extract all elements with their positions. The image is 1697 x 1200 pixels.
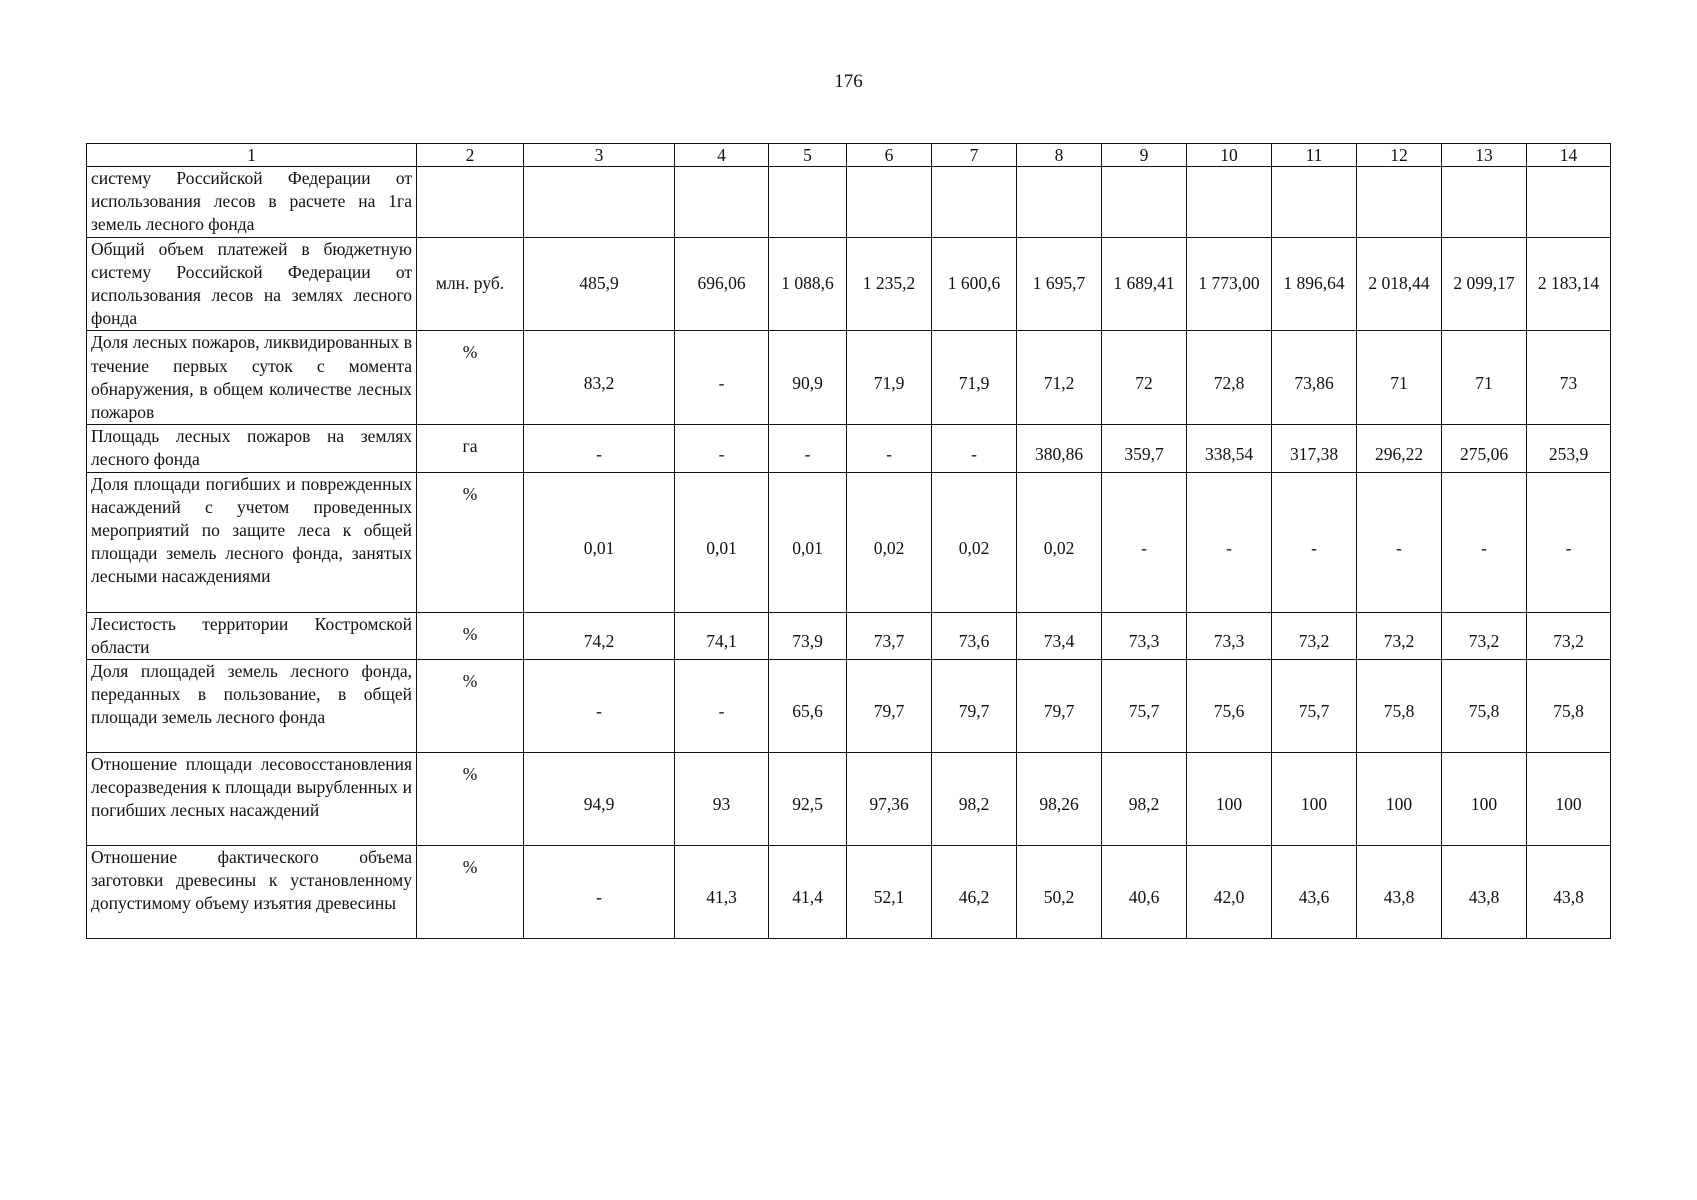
value-cell: 74,2: [524, 612, 675, 659]
table-body: [87, 167, 1611, 939]
indicators-table: [86, 143, 1611, 939]
column-header: 10: [1187, 144, 1272, 167]
value-cell: 2 099,17: [1442, 237, 1527, 331]
value-cell: [524, 167, 675, 238]
value-cell: [1272, 167, 1357, 238]
value-cell: 72,8: [1187, 331, 1272, 425]
value-cell: 0,02: [932, 472, 1017, 612]
value-cell: 52,1: [847, 846, 932, 939]
table-row: [87, 612, 1611, 659]
table-row: [87, 331, 1611, 425]
value-cell: 83,2: [524, 331, 675, 425]
value-cell: [769, 167, 847, 238]
unit-cell: га: [417, 425, 524, 472]
value-cell: 42,0: [1187, 846, 1272, 939]
value-cell: 100: [1527, 753, 1611, 846]
value-cell: 100: [1187, 753, 1272, 846]
value-cell: 73,4: [1017, 612, 1102, 659]
value-cell: -: [524, 660, 675, 753]
value-cell: 71,2: [1017, 331, 1102, 425]
value-cell: 73,2: [1442, 612, 1527, 659]
value-cell: 696,06: [675, 237, 769, 331]
value-cell: 41,4: [769, 846, 847, 939]
value-cell: 73,3: [1187, 612, 1272, 659]
value-cell: 1 896,64: [1272, 237, 1357, 331]
value-cell: -: [675, 331, 769, 425]
unit-cell: %: [417, 660, 524, 753]
value-cell: 46,2: [932, 846, 1017, 939]
value-cell: [1442, 167, 1527, 238]
unit-cell: %: [417, 331, 524, 425]
value-cell: 317,38: [1272, 425, 1357, 472]
value-cell: -: [1272, 472, 1357, 612]
indicator-name: Общий объем платежей в бюджетную систему Российской Федерации от использования лесов на землях лесного фонда: [87, 237, 417, 331]
value-cell: 0,02: [847, 472, 932, 612]
value-cell: 1 088,6: [769, 237, 847, 331]
table-row: [87, 425, 1611, 472]
value-cell: 75,7: [1102, 660, 1187, 753]
value-cell: 50,2: [1017, 846, 1102, 939]
value-cell: -: [1527, 472, 1611, 612]
value-cell: 485,9: [524, 237, 675, 331]
value-cell: -: [769, 425, 847, 472]
value-cell: -: [675, 425, 769, 472]
value-cell: 0,01: [524, 472, 675, 612]
column-header: 8: [1017, 144, 1102, 167]
value-cell: [675, 167, 769, 238]
column-header: 9: [1102, 144, 1187, 167]
value-cell: 2 183,14: [1527, 237, 1611, 331]
table-row: [87, 237, 1611, 331]
value-cell: 73: [1527, 331, 1611, 425]
table-row: [87, 753, 1611, 846]
value-cell: 79,7: [1017, 660, 1102, 753]
indicator-name: Доля площадей земель лесного фонда, переданных в пользование, в общей площади земель лесного фонда: [87, 660, 417, 753]
value-cell: -: [675, 660, 769, 753]
value-cell: 41,3: [675, 846, 769, 939]
indicator-name: Отношение фактического объема заготовки древесины к установленному допустимому объему изъятия древесины: [87, 846, 417, 939]
value-cell: 73,7: [847, 612, 932, 659]
indicator-name: систему Российской Федерации от использования лесов в расчете на 1га земель лесного фонда: [87, 167, 417, 238]
table-row: [87, 660, 1611, 753]
value-cell: 73,2: [1527, 612, 1611, 659]
value-cell: 79,7: [932, 660, 1017, 753]
value-cell: 75,7: [1272, 660, 1357, 753]
column-header: 6: [847, 144, 932, 167]
column-header: 13: [1442, 144, 1527, 167]
value-cell: -: [847, 425, 932, 472]
table-row: [87, 167, 1611, 238]
value-cell: 40,6: [1102, 846, 1187, 939]
value-cell: 75,8: [1442, 660, 1527, 753]
table-row: [87, 472, 1611, 612]
value-cell: 0,01: [675, 472, 769, 612]
indicator-name: Отношение площади лесовосстановления лесоразведения к площади вырубленных и погибших лесных насаждений: [87, 753, 417, 846]
value-cell: 338,54: [1187, 425, 1272, 472]
value-cell: 71: [1442, 331, 1527, 425]
value-cell: 73,86: [1272, 331, 1357, 425]
value-cell: 1 235,2: [847, 237, 932, 331]
indicator-name: Доля площади погибших и поврежденных насаждений с учетом проведенных мероприятий по защите леса к общей площади земель лесного фонда, занятых лесными насаждениями: [87, 472, 417, 612]
value-cell: 73,6: [932, 612, 1017, 659]
column-header: 4: [675, 144, 769, 167]
value-cell: 275,06: [1442, 425, 1527, 472]
unit-cell: млн. руб.: [417, 237, 524, 331]
value-cell: [847, 167, 932, 238]
value-cell: [1527, 167, 1611, 238]
value-cell: -: [524, 425, 675, 472]
value-cell: 93: [675, 753, 769, 846]
indicator-name: Лесистость территории Костромской области: [87, 612, 417, 659]
value-cell: [932, 167, 1017, 238]
value-cell: 98,2: [932, 753, 1017, 846]
value-cell: 359,7: [1102, 425, 1187, 472]
value-cell: 0,01: [769, 472, 847, 612]
value-cell: 75,8: [1527, 660, 1611, 753]
value-cell: 1 689,41: [1102, 237, 1187, 331]
value-cell: -: [1187, 472, 1272, 612]
value-cell: 73,3: [1102, 612, 1187, 659]
value-cell: -: [1357, 472, 1442, 612]
value-cell: 73,2: [1357, 612, 1442, 659]
value-cell: 90,9: [769, 331, 847, 425]
column-number-row: [87, 144, 1611, 167]
value-cell: 71,9: [932, 331, 1017, 425]
value-cell: 98,2: [1102, 753, 1187, 846]
value-cell: 75,8: [1357, 660, 1442, 753]
value-cell: 98,26: [1017, 753, 1102, 846]
column-header: 5: [769, 144, 847, 167]
value-cell: 100: [1442, 753, 1527, 846]
indicator-name: Доля лесных пожаров, ликвидированных в течение первых суток с момента обнаружения, в общем количестве лесных пожаров: [87, 331, 417, 425]
value-cell: 1 695,7: [1017, 237, 1102, 331]
value-cell: 71,9: [847, 331, 932, 425]
value-cell: 2 018,44: [1357, 237, 1442, 331]
page-number: 176: [834, 71, 863, 92]
value-cell: 92,5: [769, 753, 847, 846]
value-cell: 72: [1102, 331, 1187, 425]
column-header: 14: [1527, 144, 1611, 167]
value-cell: 1 600,6: [932, 237, 1017, 331]
value-cell: -: [524, 846, 675, 939]
value-cell: 296,22: [1357, 425, 1442, 472]
column-header: 12: [1357, 144, 1442, 167]
value-cell: [1102, 167, 1187, 238]
value-cell: 65,6: [769, 660, 847, 753]
column-header: 3: [524, 144, 675, 167]
value-cell: 71: [1357, 331, 1442, 425]
value-cell: -: [1442, 472, 1527, 612]
value-cell: 0,02: [1017, 472, 1102, 612]
value-cell: 43,8: [1527, 846, 1611, 939]
value-cell: 380,86: [1017, 425, 1102, 472]
value-cell: 43,8: [1442, 846, 1527, 939]
column-header: 7: [932, 144, 1017, 167]
value-cell: 100: [1272, 753, 1357, 846]
column-header: 1: [87, 144, 417, 167]
column-header: 2: [417, 144, 524, 167]
unit-cell: %: [417, 472, 524, 612]
unit-cell: %: [417, 846, 524, 939]
unit-cell: [417, 167, 524, 238]
value-cell: 100: [1357, 753, 1442, 846]
value-cell: 73,2: [1272, 612, 1357, 659]
column-header: 11: [1272, 144, 1357, 167]
unit-cell: %: [417, 612, 524, 659]
value-cell: -: [932, 425, 1017, 472]
value-cell: 1 773,00: [1187, 237, 1272, 331]
value-cell: 73,9: [769, 612, 847, 659]
value-cell: 97,36: [847, 753, 932, 846]
value-cell: 253,9: [1527, 425, 1611, 472]
table-row: [87, 846, 1611, 939]
value-cell: 94,9: [524, 753, 675, 846]
value-cell: [1357, 167, 1442, 238]
value-cell: [1187, 167, 1272, 238]
value-cell: -: [1102, 472, 1187, 612]
value-cell: 75,6: [1187, 660, 1272, 753]
value-cell: 79,7: [847, 660, 932, 753]
value-cell: 43,8: [1357, 846, 1442, 939]
value-cell: 74,1: [675, 612, 769, 659]
indicator-name: Площадь лесных пожаров на землях лесного фонда: [87, 425, 417, 472]
value-cell: 43,6: [1272, 846, 1357, 939]
value-cell: [1017, 167, 1102, 238]
unit-cell: %: [417, 753, 524, 846]
